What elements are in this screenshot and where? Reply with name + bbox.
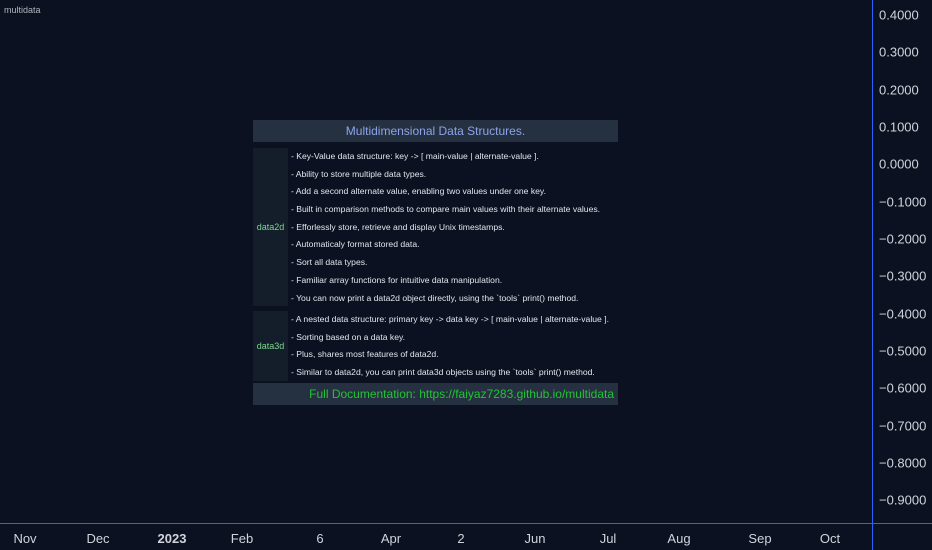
table-row: - Efforlessly store, retrieve and display Unix timestamps. [291,221,505,232]
table-row: - Automaticaly format stored data. [291,239,420,250]
axis-corner[interactable] [872,523,932,550]
price-label: 0.2000 [879,82,919,97]
indicator-name[interactable]: multidata [4,5,41,15]
info-table [253,120,618,405]
price-label: −0.1000 [879,194,927,209]
table-row: - A nested data structure: primary key -> data key -> [ main-value | alternate-value ]. [291,314,609,324]
price-label: −0.6000 [879,380,927,396]
data3d-rows [288,311,618,381]
time-label: Oct [819,531,841,546]
table-title: Multidimensional Data Structures. [253,120,618,142]
table-row: - Familiar array functions for intuitive data manipulation. [291,274,503,285]
table-row: - You can now print a data2d object directly, using the `tools` print() method. [291,292,579,303]
time-label: Jul [599,531,617,546]
table-row: - Key-Value data structure: key -> [ main-value | alternate-value ]. [291,151,539,161]
table-row: - Similar to data2d, you can print data3d objects using the `tools` print() method. [291,367,595,378]
time-label: Apr [380,531,402,546]
price-label: −0.9000 [879,492,927,508]
time-label: 6 [316,531,324,546]
price-label: −0.8000 [879,455,927,471]
data3d-label: data3d [253,311,288,381]
price-label: −0.4000 [879,306,927,321]
time-axis[interactable] [0,523,872,550]
time-label: Sep [748,531,772,546]
time-label: Jun [524,531,546,546]
data2d-rows [288,148,618,306]
price-label: 0.1000 [879,119,919,135]
table-row: - Plus, shares most features of data2d. [291,349,439,360]
time-label: Aug [667,531,691,546]
table-row: - Sorting based on a data key. [291,331,406,342]
price-label: 0.3000 [879,44,919,60]
time-label: Feb [230,531,254,546]
data2d-section [253,148,618,306]
table-row: - Sort all data types. [291,257,368,268]
time-label: Nov [13,531,37,546]
time-label: Dec [86,531,110,546]
price-axis[interactable] [872,0,932,523]
time-label: 2 [457,531,465,546]
price-label: −0.7000 [879,418,927,433]
table-row: - Ability to store multiple data types. [291,168,427,179]
documentation-link: Full Documentation: https://faiyaz7283.github.io/multidata [253,383,618,405]
data2d-label: data2d [253,148,288,306]
price-label: −0.5000 [879,343,927,359]
time-label: 2023 [157,531,187,546]
table-row: - Built in comparison methods to compare main values with their alternate values. [291,204,601,215]
price-label: −0.3000 [879,268,927,284]
table-row: - Add a second alternate value, enabling two values under one key. [291,186,546,197]
price-label: −0.2000 [879,231,927,247]
data3d-section [253,311,618,381]
price-label: 0.0000 [879,156,919,172]
price-label: 0.4000 [879,7,919,23]
